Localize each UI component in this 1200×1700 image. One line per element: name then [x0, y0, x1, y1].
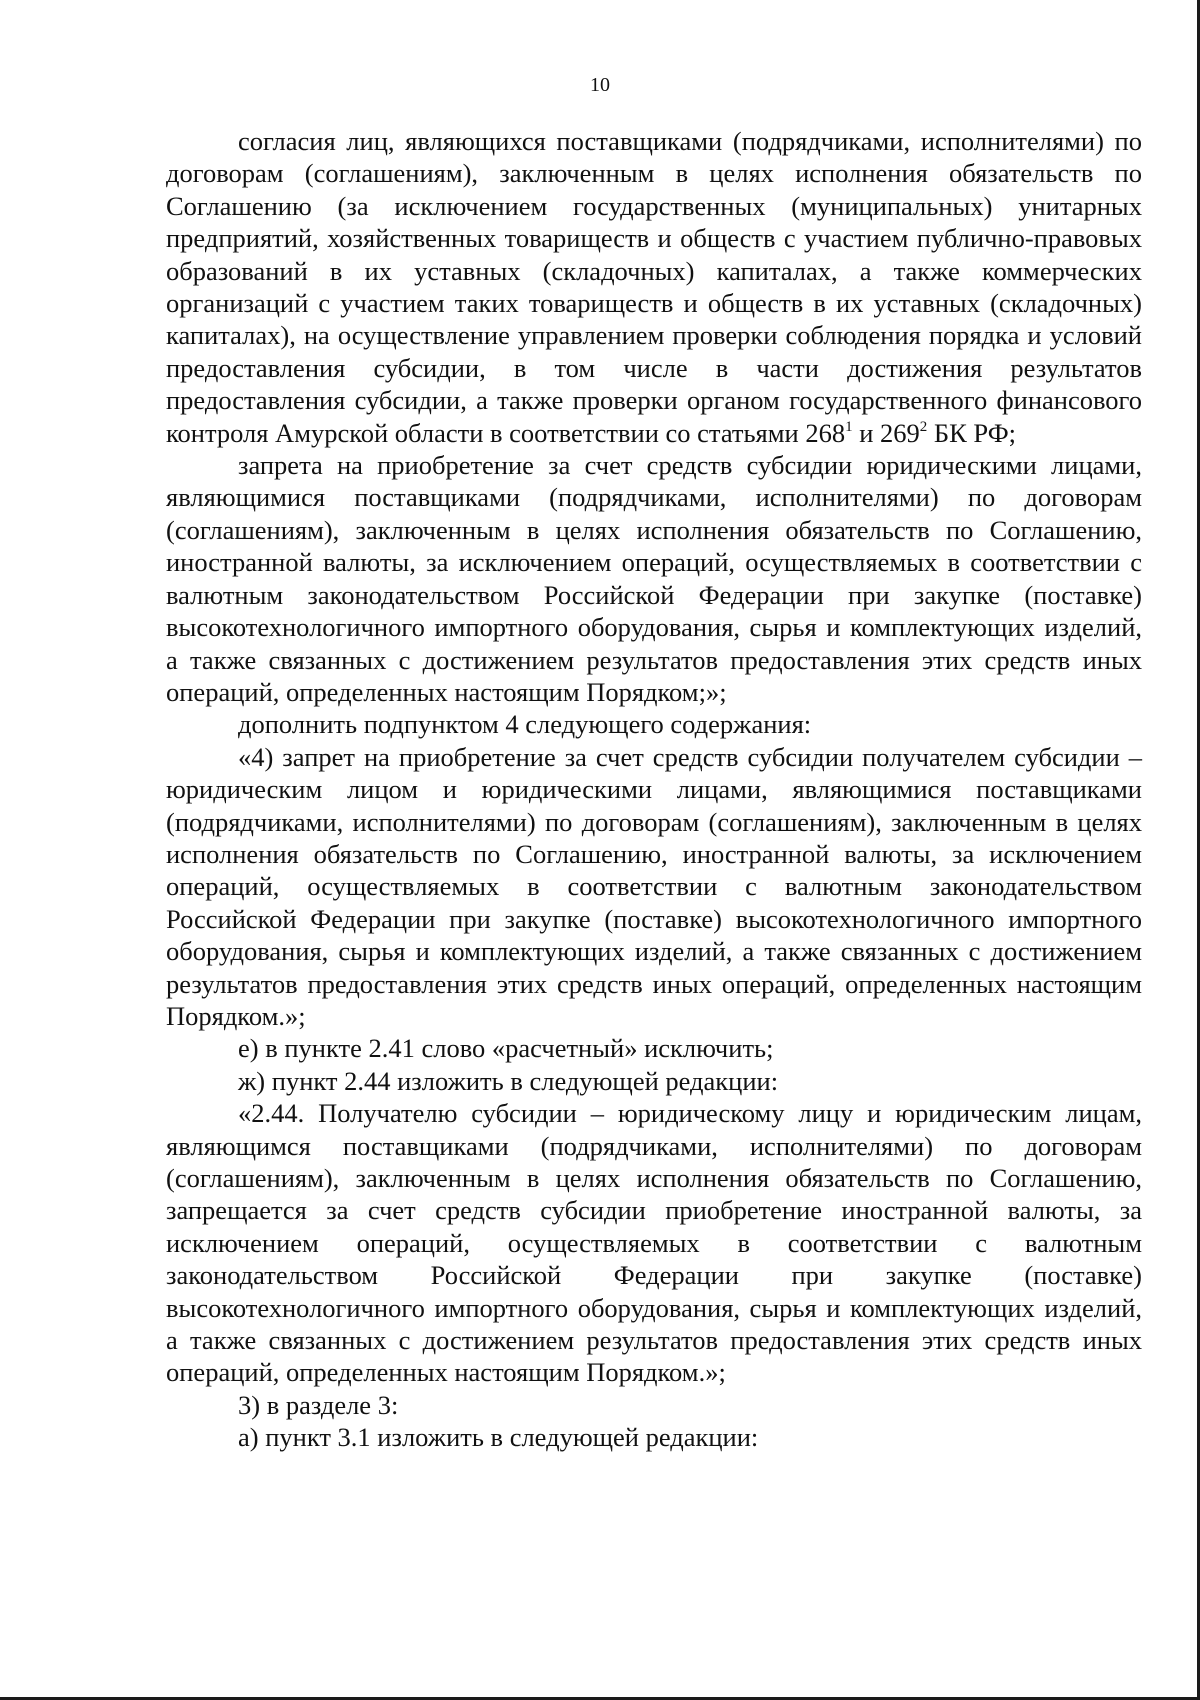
paragraph-section-3: 3) в разделе 3:	[238, 1389, 399, 1420]
paragraph-item-zh: ж) пункт 2.44 изложить в следующей редакции:	[238, 1065, 779, 1096]
page-number: 10	[590, 74, 610, 96]
document-body	[166, 125, 1142, 1454]
paragraph-subitem-4: «4) запрет на приобретение за счет средств субсидии получателем субсидии – юридическим лицом и юридическими лицами, являющимися поставщиками (подрядчиками, исполнителями) по договорам (соглашениям), заключенным в целях исполнения обязательств по Соглашению, иностранной валюты, за исключением операций, осуществляемых в соответствии с валютным законодательством Российской Федерации при закупке (поставке) высокотехнологичного импортного оборудования, сырья и комплектующих изделий, а также связанных с достижением результатов предоставления этих средств иных операций, определенных настоящим Порядком.»;	[166, 741, 1142, 1031]
paragraph-consent	[166, 125, 1142, 449]
superscript: 1	[845, 418, 853, 435]
paragraph-2-44: «2.44. Получателю субсидии – юридическому лицу и юридическим лицам, являющимся поставщиками (подрядчиками, исполнителями) по договорам (соглашениям), заключенным в целях исполнения обязательств по Соглашению, запрещается за счет средств субсидии приобретение иностранной валюты, за исключением операций, осуществляемых в соответствии с валютным законодательством Российской Федерации при закупке (поставке) высокотехнологичного импортного оборудования, сырья и комплектующих изделий, а также связанных с достижением результатов предоставления этих средств иных операций, определенных настоящим Порядком.»;	[166, 1098, 1142, 1388]
paragraph-item-3-1: а) пункт 3.1 изложить в следующей редакции:	[238, 1422, 759, 1453]
paragraph-prohibition: запрета на приобретение за счет средств субсидии юридическими лицами, являющимися поставщиками (подрядчиками, исполнителями) по договорам (соглашениям), заключенным в целях исполнения обязательств по Соглашению, иностранной валюты, за исключением операций, осуществляемых в соответствии с валютным законодательством Российской Федерации при закупке (поставке) высокотехнологичного импортного оборудования, сырья и комплектующих изделий, а также связанных с достижением результатов предоставления этих средств иных операций, определенных настоящим Порядком;»;	[166, 450, 1142, 707]
paragraph-add-subitem: дополнить подпунктом 4 следующего содержания:	[238, 709, 812, 740]
paragraph-text: БК РФ;	[927, 417, 1016, 448]
paragraph-text: и 269	[852, 417, 920, 448]
superscript: 2	[919, 418, 928, 435]
paragraph-item-e: е) в пункте 2.41 слово «расчетный» исключить;	[238, 1033, 774, 1064]
paragraph-text: согласия лиц, являющихся поставщиками (подрядчиками, исполнителями) по договорам (соглашениям), заключенным в целях исполнения обязательств по Соглашению (за исключением государственных (муниципальных) унитарных предприятий, хозяйственных товариществ и обществ с участием публично-правовых образований в их уставных (складочных) капиталах, а также коммерческих организаций с участием таких товариществ и обществ в их уставных (складочных) капиталах), на осуществление управлением проверки соблюдения порядка и условий предоставления субсидии, в том числе в части достижения результатов предоставления субсидии, а также проверки органом государственного финансового контроля Амурской области в соответствии со статьями 268	[166, 126, 1142, 448]
